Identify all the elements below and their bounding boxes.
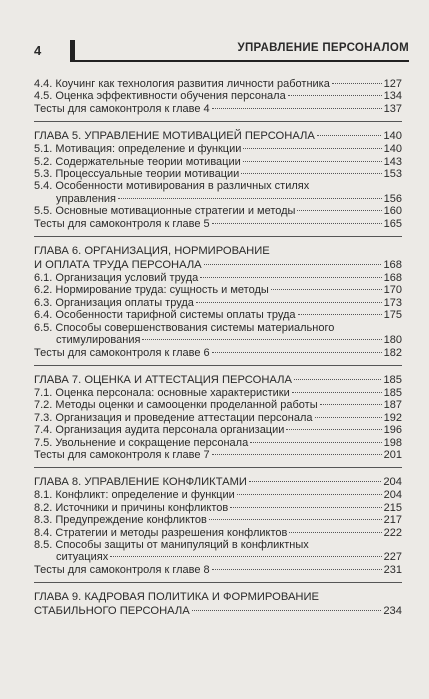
- toc-page-number: 204: [383, 489, 402, 502]
- dot-leader: [243, 161, 382, 162]
- toc-entry-title: 8.5. Способы защиты от манипуляций в конфликтных: [34, 538, 309, 551]
- toc-page-number: 140: [383, 143, 402, 156]
- toc-page-number: 127: [383, 78, 402, 90]
- toc-entry[interactable]: [34, 143, 402, 155]
- toc-entry-title: 5.2. Содержательные теории мотивации: [34, 155, 241, 168]
- toc-chapter-entry[interactable]: [34, 475, 402, 489]
- toc-page-number: 140: [383, 130, 402, 143]
- toc-entry-title: 7.1. Оценка персонала: основные характеристики: [34, 386, 290, 399]
- toc-entry[interactable]: [34, 449, 402, 461]
- toc-entry[interactable]: [34, 156, 402, 168]
- dot-leader: [241, 173, 381, 174]
- toc-page-number: 137: [383, 102, 402, 115]
- toc-entry-title: 6.1. Организация условий труда: [34, 272, 199, 285]
- toc-page-number: 231: [383, 563, 402, 576]
- toc-entry-title: управления: [56, 192, 116, 205]
- toc-entry-title: ГЛАВА 8. УПРАВЛЕНИЕ КОНФЛИКТАМИ: [34, 476, 247, 489]
- dot-leader: [192, 610, 382, 611]
- toc-entry-title: Тесты для самоконтроля к главе 5: [34, 217, 210, 230]
- toc-entry[interactable]: [34, 309, 402, 321]
- toc-entry-title: ГЛАВА 5. УПРАВЛЕНИЕ МОТИВАЦИЕЙ ПЕРСОНАЛА: [34, 130, 315, 143]
- toc-page-number: 215: [383, 501, 402, 514]
- toc-entry[interactable]: [34, 103, 402, 115]
- dot-leader: [196, 302, 382, 303]
- toc-chapter-entry[interactable]: [34, 129, 402, 143]
- section-divider: [34, 365, 402, 366]
- dot-leader: [243, 148, 381, 149]
- toc-entry-title: 5.5. Основные мотивационные стратегии и методы: [34, 205, 296, 218]
- toc-entry-title: 6.4. Особенности тарифной системы оплаты труда: [34, 309, 296, 322]
- dot-leader: [204, 264, 382, 265]
- toc-page-number: 143: [383, 155, 402, 168]
- toc-page-number: 170: [383, 284, 402, 297]
- dot-leader: [237, 494, 382, 495]
- toc-page-number: 180: [383, 334, 402, 347]
- toc-page-number: 217: [383, 514, 402, 527]
- toc-entry[interactable]: [34, 322, 402, 347]
- dot-leader: [212, 569, 382, 570]
- toc-entry[interactable]: [34, 514, 402, 526]
- toc-page-number: 198: [383, 436, 402, 449]
- toc-entry-title: И ОПЛАТА ТРУДА ПЕРСОНАЛА: [34, 259, 202, 272]
- running-title: УПРАВЛЕНИЕ ПЕРСОНАЛОМ: [237, 42, 409, 54]
- toc-entry-title: 7.5. Увольнение и сокращение персонала: [34, 436, 249, 449]
- dot-leader: [289, 532, 381, 533]
- toc-entry-title: 8.4. Стратегии и методы разрешения конфликтов: [34, 526, 288, 539]
- toc-entry-title: Тесты для самоконтроля к главе 6: [34, 346, 210, 359]
- toc-page-number: 156: [383, 192, 402, 205]
- dot-leader: [110, 556, 381, 557]
- toc-entry-title: 5.3. Процессуальные теории мотивации: [34, 168, 240, 181]
- dot-leader: [294, 379, 381, 380]
- toc-page-number: 185: [383, 386, 402, 399]
- toc-page-number: 196: [383, 424, 402, 437]
- toc-page-number: 160: [383, 205, 402, 218]
- toc-chapter-entry[interactable]: [34, 373, 402, 387]
- toc-page-number: 175: [383, 309, 402, 322]
- dot-leader: [317, 135, 382, 136]
- toc-page-number: 204: [383, 476, 402, 489]
- toc-entry-title: стимулирования: [56, 334, 141, 347]
- toc-entry[interactable]: [34, 272, 402, 284]
- dot-leader: [298, 314, 382, 315]
- toc-entry-title: 5.4. Особенности мотивирования в различных стилях: [34, 180, 310, 193]
- toc-page-number: 168: [383, 259, 402, 272]
- dot-leader: [142, 339, 381, 340]
- toc-entry-title: 7.2. Методы оценки и самооценки проделанной работы: [34, 399, 318, 412]
- header-rule: [75, 60, 409, 62]
- section-divider: [34, 121, 402, 122]
- toc-entry[interactable]: [34, 284, 402, 296]
- dot-leader: [332, 83, 382, 84]
- toc-entry-title: 8.3. Предупреждение конфликтов: [34, 514, 207, 527]
- toc-entry[interactable]: [34, 527, 402, 539]
- toc-entry-title: ГЛАВА 9. КАДРОВАЯ ПОЛИТИКА И ФОРМИРОВАНИЕ: [34, 591, 319, 604]
- toc-chapter-entry[interactable]: [34, 244, 402, 272]
- toc-entry-title: 7.4. Организация аудита персонала организации: [34, 424, 285, 437]
- toc-entry-title: 8.1. Конфликт: определение и функции: [34, 489, 235, 502]
- toc-entry[interactable]: [34, 168, 402, 180]
- toc-page-number: 168: [383, 272, 402, 285]
- toc-entry[interactable]: [34, 205, 402, 217]
- section-divider: [34, 467, 402, 468]
- toc-entry-title: СТАБИЛЬНОГО ПЕРСОНАЛА: [34, 605, 190, 618]
- toc-entry[interactable]: [34, 489, 402, 501]
- toc-page-number: 201: [383, 448, 402, 461]
- dot-leader: [320, 404, 382, 405]
- toc-entry-title: 6.5. Способы совершенствования системы материального: [34, 321, 335, 334]
- toc-entry[interactable]: [34, 297, 402, 309]
- toc-entry[interactable]: [34, 424, 402, 436]
- toc-page-number: 173: [383, 296, 402, 309]
- dot-leader: [212, 352, 382, 353]
- toc-entry[interactable]: [34, 502, 402, 514]
- toc-entry-title: 4.4. Коучинг как технология развития личности работника: [34, 78, 330, 90]
- dot-leader: [249, 481, 381, 482]
- dot-leader: [271, 289, 382, 290]
- toc-entry[interactable]: [34, 539, 402, 564]
- dot-leader: [286, 429, 381, 430]
- table-of-contents: [34, 78, 402, 618]
- toc-entry-title: ГЛАВА 6. ОРГАНИЗАЦИЯ, НОРМИРОВАНИЕ: [34, 245, 270, 258]
- toc-entry[interactable]: [34, 387, 402, 399]
- toc-entry-title: Тесты для самоконтроля к главе 8: [34, 563, 210, 576]
- toc-page-number: 187: [383, 399, 402, 412]
- toc-entry-title: ГЛАВА 7. ОЦЕНКА И АТТЕСТАЦИЯ ПЕРСОНАЛА: [34, 373, 292, 386]
- dot-leader: [200, 277, 381, 278]
- toc-entry-title: Тесты для самоконтроля к главе 4: [34, 102, 210, 115]
- toc-page-number: 134: [383, 90, 402, 103]
- toc-entry-title: 4.5. Оценка эффективности обучения персонала: [34, 90, 286, 103]
- toc-entry[interactable]: [34, 347, 402, 359]
- toc-page-number: 227: [383, 551, 402, 564]
- toc-entry-title: 8.2. Источники и причины конфликтов: [34, 501, 229, 514]
- toc-entry-title: ситуациях: [56, 551, 109, 564]
- toc-entry-title: 6.3. Организация оплаты труда: [34, 296, 194, 309]
- dot-leader: [315, 417, 382, 418]
- toc-page-number: 185: [383, 373, 402, 386]
- toc-page-number: 165: [383, 217, 402, 230]
- toc-page-number: 182: [383, 346, 402, 359]
- toc-entry-title: Тесты для самоконтроля к главе 7: [34, 448, 210, 461]
- toc-entry[interactable]: [34, 78, 402, 90]
- toc-entry[interactable]: [34, 412, 402, 424]
- page-number: 4: [34, 43, 42, 58]
- dot-leader: [288, 95, 382, 96]
- toc-entry[interactable]: [34, 90, 402, 102]
- dot-leader: [250, 442, 381, 443]
- dot-leader: [118, 198, 382, 199]
- dot-leader: [212, 454, 382, 455]
- toc-entry-title: 5.1. Мотивация: определение и функции: [34, 143, 242, 156]
- header-bar: [70, 40, 75, 62]
- dot-leader: [292, 392, 382, 393]
- dot-leader: [212, 223, 382, 224]
- dot-leader: [297, 210, 381, 211]
- toc-entry[interactable]: [34, 399, 402, 411]
- section-divider: [34, 582, 402, 583]
- toc-page-number: 234: [383, 605, 402, 618]
- dot-leader: [230, 507, 381, 508]
- toc-chapter-entry[interactable]: [34, 590, 402, 618]
- toc-entry[interactable]: [34, 218, 402, 230]
- dot-leader: [212, 108, 382, 109]
- toc-entry-title: 6.2. Нормирование труда: сущность и методы: [34, 284, 269, 297]
- toc-entry[interactable]: [34, 180, 402, 205]
- dot-leader: [209, 519, 382, 520]
- toc-entry[interactable]: [34, 437, 402, 449]
- toc-entry[interactable]: [34, 564, 402, 576]
- toc-entry-title: 7.3. Организация и проведение аттестации персонала: [34, 411, 313, 424]
- toc-page-number: 153: [383, 168, 402, 181]
- page-header: [0, 38, 429, 64]
- toc-page-number: 222: [383, 526, 402, 539]
- section-divider: [34, 236, 402, 237]
- toc-page-number: 192: [383, 411, 402, 424]
